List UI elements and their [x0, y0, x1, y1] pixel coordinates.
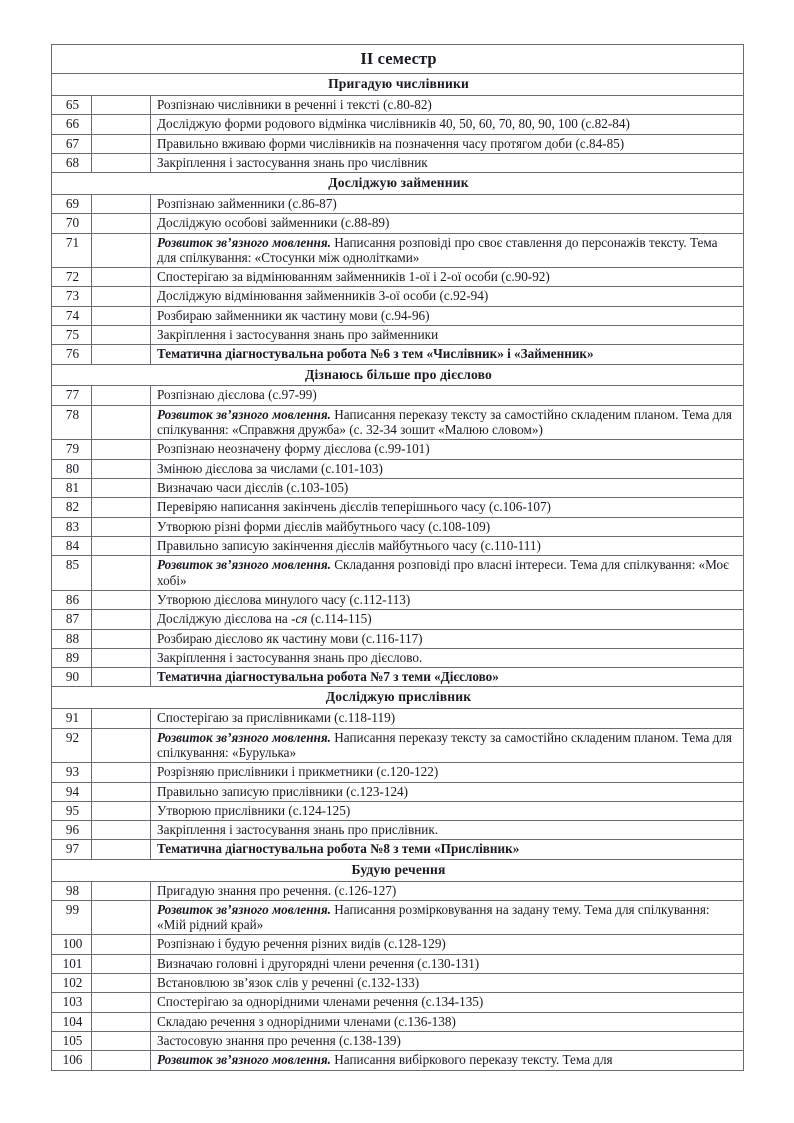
lesson-topic-text-tail: (с.114-115) [307, 611, 372, 627]
table-row [52, 1051, 744, 1070]
lesson-number-cell: 74 [52, 306, 92, 325]
speech-development-label: Розвиток зв’язного мовлення. [157, 729, 331, 745]
table-row [52, 498, 744, 517]
section-header-row [52, 859, 744, 881]
lesson-topic-text: Досліджую форми родового відмінка числівників 40, 50, 60, 70, 80, 90, 100 (с.82-84) [157, 116, 630, 132]
assessment-label: Тематична діагностувальна робота №7 з теми «Дієслово» [157, 669, 499, 685]
lesson-topic-cell [151, 648, 744, 667]
table-row [52, 801, 744, 820]
lesson-date-cell[interactable] [92, 954, 151, 973]
lesson-number-cell: 96 [52, 821, 92, 840]
lesson-topic-cell [151, 287, 744, 306]
assessment-label: Тематична діагностувальна робота №8 з теми «Прислівник» [157, 841, 520, 857]
lesson-date-cell[interactable] [92, 194, 151, 213]
lesson-date-cell[interactable] [92, 214, 151, 233]
lesson-date-cell[interactable] [92, 610, 151, 629]
lesson-topic-text: Перевіряю написання закінчень дієслів теперішнього часу (с.106-107) [157, 499, 551, 515]
lesson-topic-text: Закріплення і застосування знань про числівник [157, 154, 428, 170]
lesson-topic-text: Розбираю дієслово як частину мови (с.116-117) [157, 630, 423, 646]
lesson-date-cell[interactable] [92, 900, 151, 935]
lesson-date-cell[interactable] [92, 1032, 151, 1051]
table-row [52, 728, 744, 763]
lesson-topic-cell [151, 935, 744, 954]
lesson-number-cell: 99 [52, 900, 92, 935]
table-row [52, 782, 744, 801]
table-row [52, 536, 744, 555]
lesson-topic-text: Розпізнаю і будую речення різних видів (с.128-129) [157, 936, 446, 952]
speech-development-label: Розвиток зв’язного мовлення. [157, 557, 331, 573]
section-heading: Досліджую займенник [52, 173, 744, 195]
lesson-date-cell[interactable] [92, 498, 151, 517]
lesson-topic-cell [151, 95, 744, 114]
lesson-topic-text: Закріплення і застосування знань про займенники [157, 327, 439, 343]
section-heading: Досліджую прислівник [52, 687, 744, 709]
speech-development-label: Розвиток зв’язного мовлення. [157, 901, 331, 917]
lesson-date-cell[interactable] [92, 233, 151, 268]
lesson-topic-cell [151, 629, 744, 648]
table-row [52, 306, 744, 325]
table-row [52, 405, 744, 440]
lesson-topic-cell [151, 900, 744, 935]
lesson-date-cell[interactable] [92, 782, 151, 801]
lesson-topic-text: Розпізнаю дієслова (с.97-99) [157, 387, 317, 403]
lesson-topic-cell [151, 498, 744, 517]
lesson-topic-text: Встановлюю зв’язок слів у реченні (с.132-133) [157, 975, 420, 991]
lesson-number-cell: 66 [52, 115, 92, 134]
lesson-number-cell: 77 [52, 386, 92, 405]
lesson-number-cell: 91 [52, 709, 92, 728]
lesson-topic-text: Складання розповіді про власні інтереси. Тема для спілкування: «Моє хобі» [157, 557, 729, 588]
lesson-topic-text: Розпізнаю займенники (с.86-87) [157, 195, 337, 211]
lesson-plan-table [51, 44, 744, 1071]
lesson-number-cell: 70 [52, 214, 92, 233]
lesson-date-cell[interactable] [92, 648, 151, 667]
lesson-topic-text: Правильно записую прислівники (с.123-124) [157, 783, 409, 799]
table-row [52, 900, 744, 935]
lesson-number-cell: 95 [52, 801, 92, 820]
lesson-topic-cell [151, 782, 744, 801]
lesson-date-cell[interactable] [92, 459, 151, 478]
lesson-topic-cell [151, 153, 744, 172]
lesson-topic-cell [151, 556, 744, 591]
assessment-label: Тематична діагностувальна робота №6 з тем «Числівник» і «Займенник» [157, 346, 594, 362]
lesson-date-cell[interactable] [92, 386, 151, 405]
lesson-date-cell[interactable] [92, 405, 151, 440]
table-row [52, 326, 744, 345]
lesson-number-cell: 83 [52, 517, 92, 536]
lesson-topic-text: Змінюю дієслова за числами (с.101-103) [157, 460, 383, 476]
table-row [52, 268, 744, 287]
lesson-topic-text: Спостерігаю за прислівниками (с.118-119) [157, 710, 396, 726]
lesson-number-cell: 80 [52, 459, 92, 478]
lesson-topic-cell [151, 405, 744, 440]
lesson-topic-text: Розпізнаю неозначену форму дієслова (с.99-101) [157, 441, 430, 457]
table-row [52, 459, 744, 478]
lesson-number-cell: 93 [52, 763, 92, 782]
table-row [52, 479, 744, 498]
table-row [52, 517, 744, 536]
lesson-number-cell: 90 [52, 668, 92, 687]
lesson-topic-cell [151, 214, 744, 233]
lesson-topic-cell [151, 974, 744, 993]
table-row [52, 840, 744, 859]
lesson-topic-cell [151, 763, 744, 782]
speech-development-label: Розвиток зв’язного мовлення. [157, 406, 331, 422]
lesson-topic-text: Написання розповіді про своє ставлення до персонажів тексту. Тема для спілкування: «Стосунки між однолітками» [157, 234, 718, 265]
lesson-number-cell: 98 [52, 881, 92, 900]
lesson-topic-cell [151, 610, 744, 629]
table-row [52, 668, 744, 687]
lesson-topic-text: Написання переказу тексту за самостійно складеним планом. Тема для спілкування: «Бурулька» [157, 729, 732, 760]
table-row [52, 974, 744, 993]
lesson-date-cell[interactable] [92, 728, 151, 763]
table-row [52, 134, 744, 153]
lesson-date-cell[interactable] [92, 763, 151, 782]
lesson-number-cell: 79 [52, 440, 92, 459]
lesson-topic-cell [151, 134, 744, 153]
lesson-topic-cell [151, 1051, 744, 1070]
lesson-topic-text: Пригадую знання про речення. (с.126-127) [157, 882, 397, 898]
lesson-number-cell: 76 [52, 345, 92, 364]
page-title: II семестр [52, 45, 744, 74]
lesson-topic-cell [151, 993, 744, 1012]
lesson-date-cell[interactable] [92, 590, 151, 609]
lesson-topic-cell [151, 115, 744, 134]
lesson-date-cell[interactable] [92, 134, 151, 153]
lesson-date-cell[interactable] [92, 115, 151, 134]
lesson-topic-cell [151, 668, 744, 687]
section-header-row [52, 74, 744, 96]
lesson-date-cell[interactable] [92, 629, 151, 648]
lesson-date-cell[interactable] [92, 536, 151, 555]
table-row [52, 556, 744, 591]
lesson-number-cell: 72 [52, 268, 92, 287]
lesson-number-cell: 82 [52, 498, 92, 517]
lesson-number-cell: 75 [52, 326, 92, 345]
lesson-date-cell[interactable] [92, 821, 151, 840]
table-row [52, 954, 744, 973]
lesson-date-cell[interactable] [92, 974, 151, 993]
lesson-date-cell[interactable] [92, 801, 151, 820]
lesson-number-cell: 92 [52, 728, 92, 763]
lesson-topic-text: Правильно вживаю форми числівників на позначення часу протягом доби (с.84-85) [157, 135, 625, 151]
table-title-row [52, 45, 744, 74]
lesson-number-cell: 71 [52, 233, 92, 268]
table-row [52, 1032, 744, 1051]
lesson-date-cell[interactable] [92, 881, 151, 900]
lesson-topic-text: Закріплення і застосування знань про прислівник. [157, 822, 439, 838]
lesson-topic-cell [151, 728, 744, 763]
lesson-number-cell: 89 [52, 648, 92, 667]
lesson-number-cell: 65 [52, 95, 92, 114]
lesson-date-cell[interactable] [92, 1051, 151, 1070]
lesson-number-cell: 104 [52, 1012, 92, 1031]
lesson-topic-text: Досліджую дієслова на [157, 611, 292, 627]
lesson-topic-cell [151, 536, 744, 555]
lesson-topic-cell [151, 1012, 744, 1031]
lesson-date-cell[interactable] [92, 326, 151, 345]
section-header-row [52, 364, 744, 386]
table-row [52, 440, 744, 459]
lesson-number-cell: 86 [52, 590, 92, 609]
section-header-row [52, 173, 744, 195]
table-row [52, 214, 744, 233]
lesson-date-cell[interactable] [92, 709, 151, 728]
lesson-number-cell: 88 [52, 629, 92, 648]
lesson-topic-cell [151, 345, 744, 364]
table-row [52, 194, 744, 213]
lesson-topic-cell [151, 233, 744, 268]
lesson-number-cell: 102 [52, 974, 92, 993]
lesson-topic-text: Досліджую відмінювання займенників 3-ої особи (с.92-94) [157, 288, 489, 304]
lesson-topic-cell [151, 590, 744, 609]
lesson-number-cell: 103 [52, 993, 92, 1012]
table-row [52, 709, 744, 728]
lesson-date-cell[interactable] [92, 440, 151, 459]
lesson-number-cell: 67 [52, 134, 92, 153]
table-row [52, 993, 744, 1012]
lesson-number-cell: 85 [52, 556, 92, 591]
lesson-topic-cell [151, 479, 744, 498]
lesson-topic-text: Спостерігаю за відмінюванням займенників 1-ої і 2-ої особи (с.90-92) [157, 269, 550, 285]
lesson-topic-text: Написання розмірковування на задану тему. Тема для спілкування: «Мій рідний край» [157, 901, 710, 933]
lesson-topic-cell [151, 194, 744, 213]
lesson-number-cell: 84 [52, 536, 92, 555]
lesson-topic-cell [151, 840, 744, 859]
lesson-date-cell[interactable] [92, 517, 151, 536]
lesson-date-cell[interactable] [92, 268, 151, 287]
lesson-date-cell[interactable] [92, 287, 151, 306]
lesson-topic-cell [151, 306, 744, 325]
lesson-topic-cell [151, 440, 744, 459]
lesson-date-cell[interactable] [92, 556, 151, 591]
lesson-number-cell: 105 [52, 1032, 92, 1051]
lesson-date-cell[interactable] [92, 993, 151, 1012]
lesson-topic-text: Утворюю різні форми дієслів майбутнього часу (с.108-109) [157, 518, 491, 534]
section-heading: Будую речення [52, 859, 744, 881]
lesson-topic-text: Правильно записую закінчення дієслів майбутнього часу (с.110-111) [157, 537, 541, 553]
lesson-topic-cell [151, 821, 744, 840]
lesson-date-cell[interactable] [92, 306, 151, 325]
lesson-date-cell[interactable] [92, 345, 151, 364]
lesson-topic-cell [151, 954, 744, 973]
lesson-topic-cell [151, 801, 744, 820]
lesson-topic-text: Утворюю прислівники (с.124-125) [157, 802, 351, 818]
lesson-number-cell: 106 [52, 1051, 92, 1070]
table-row [52, 115, 744, 134]
table-row [52, 386, 744, 405]
table-row [52, 935, 744, 954]
lesson-topic-text: Визначаю головні і другорядні члени речення (с.130-131) [157, 955, 480, 971]
lesson-number-cell: 87 [52, 610, 92, 629]
lesson-topic-text: Визначаю часи дієслів (с.103-105) [157, 480, 349, 496]
lesson-topic-cell [151, 517, 744, 536]
lesson-number-cell: 100 [52, 935, 92, 954]
table-row [52, 629, 744, 648]
lesson-number-cell: 97 [52, 840, 92, 859]
lesson-topic-cell [151, 881, 744, 900]
lesson-number-cell: 78 [52, 405, 92, 440]
table-row [52, 345, 744, 364]
lesson-topic-text: Розбираю займенники як частину мови (с.94-96) [157, 307, 430, 323]
table-row [52, 95, 744, 114]
lesson-date-cell[interactable] [92, 935, 151, 954]
lesson-topic-cell [151, 268, 744, 287]
section-header-row [52, 687, 744, 709]
table-row [52, 153, 744, 172]
table-row [52, 648, 744, 667]
lesson-topic-text: Досліджую особові займенники (с.88-89) [157, 215, 390, 231]
table-row [52, 590, 744, 609]
speech-development-label: Розвиток зв’язного мовлення. [157, 1052, 331, 1068]
table-row [52, 881, 744, 900]
table-row [52, 610, 744, 629]
lesson-date-cell[interactable] [92, 1012, 151, 1031]
lesson-topic-cell [151, 326, 744, 345]
table-row [52, 287, 744, 306]
lesson-number-cell: 69 [52, 194, 92, 213]
lesson-date-cell[interactable] [92, 479, 151, 498]
section-heading: Дізнаюсь більше про дієслово [52, 364, 744, 386]
lesson-number-cell: 68 [52, 153, 92, 172]
table-row [52, 233, 744, 268]
lesson-topic-text: Розпізнаю числівники в реченні і тексті (с.80-82) [157, 96, 432, 112]
table-row [52, 1012, 744, 1031]
lesson-date-cell[interactable] [92, 840, 151, 859]
lesson-date-cell[interactable] [92, 668, 151, 687]
lesson-number-cell: 101 [52, 954, 92, 973]
lesson-topic-text: Написання переказу тексту за самостійно складеним планом. Тема для спілкування: «Справжня дружба» (с. 32-34 зошит «Малюю словом») [157, 406, 732, 438]
lesson-number-cell: 73 [52, 287, 92, 306]
lesson-topic-text: Спостерігаю за однорідними членами речення (с.134-135) [157, 994, 484, 1010]
table-row [52, 821, 744, 840]
lesson-number-cell: 94 [52, 782, 92, 801]
lesson-topic-text: Утворюю дієслова минулого часу (с.112-113) [157, 591, 411, 607]
lesson-topic-text: Складаю речення з однорідними членами (с.136-138) [157, 1013, 456, 1029]
lesson-topic-cell [151, 459, 744, 478]
lesson-topic-cell [151, 709, 744, 728]
section-heading: Пригадую числівники [52, 74, 744, 96]
suffix-emphasis: -ся [291, 611, 308, 627]
table-row [52, 763, 744, 782]
lesson-topic-text: Закріплення і застосування знань про дієслово. [157, 649, 423, 665]
lesson-topic-cell [151, 1032, 744, 1051]
lesson-topic-text: Розрізняю прислівники і прикметники (с.120-122) [157, 764, 439, 780]
lesson-plan-body [52, 45, 744, 1071]
lesson-topic-cell [151, 386, 744, 405]
lesson-date-cell[interactable] [92, 95, 151, 114]
lesson-topic-text: Застосовую знання про речення (с.138-139) [157, 1033, 401, 1049]
lesson-number-cell: 81 [52, 479, 92, 498]
lesson-topic-text: Написання вибіркового переказу тексту. Тема для [330, 1052, 613, 1068]
lesson-date-cell[interactable] [92, 153, 151, 172]
speech-development-label: Розвиток зв’язного мовлення. [157, 234, 331, 250]
